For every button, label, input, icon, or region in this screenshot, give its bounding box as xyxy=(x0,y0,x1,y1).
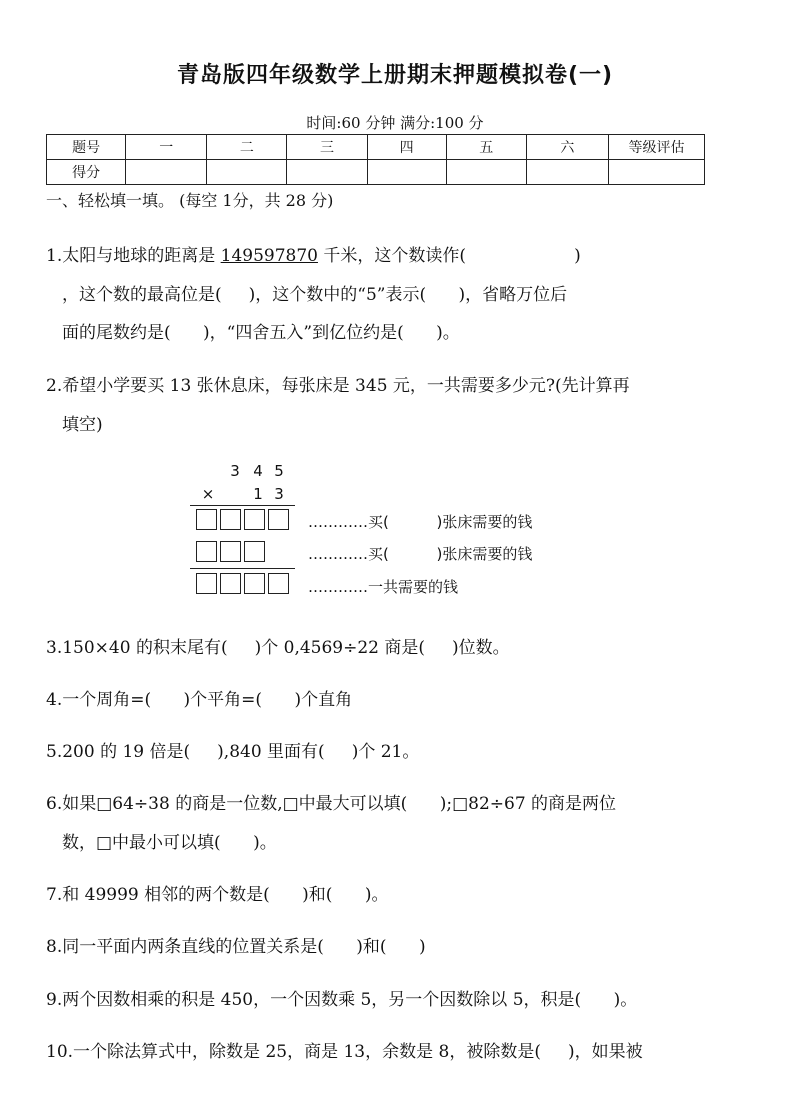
score-header-cell: 题号 xyxy=(47,135,126,160)
score-cell[interactable] xyxy=(367,160,446,185)
score-header-cell: 二 xyxy=(207,135,287,160)
page-title: 青岛版四年级数学上册期末押题模拟卷(一) xyxy=(176,63,614,88)
divider-line xyxy=(190,568,295,569)
total-note: …………一共需要的钱 xyxy=(308,578,459,596)
answer-box[interactable] xyxy=(268,573,289,594)
distance-number: 149597870 xyxy=(220,246,318,266)
question-2-line-1: 2.希望小学要买 13 张休息床，每张床是 345 元，一共需要多少元?(先计算再 xyxy=(46,376,630,396)
question-4: 4.一个周角=( )个平角=( )个直角 xyxy=(46,690,353,710)
question-1-line-3: 面的尾数约是( )，“四舍五入”到亿位约是( )。 xyxy=(62,323,460,343)
vertical-multiplication xyxy=(190,462,630,612)
answer-box[interactable] xyxy=(196,541,217,562)
score-table-score-row xyxy=(47,160,705,185)
question-3: 3.150×40 的积末尾有( )个 0,4569÷22 商是( )位数。 xyxy=(46,638,510,658)
multiplicand-digit: 5 xyxy=(274,462,284,480)
multiplier-digit: 3 xyxy=(274,485,284,503)
question-2-line-2: 填空) xyxy=(62,415,103,435)
question-1-line-1 xyxy=(46,241,581,266)
exam-info: 时间:60 分钟 满分:100 分 xyxy=(306,114,484,132)
score-header-cell: 三 xyxy=(287,135,367,160)
answer-box[interactable] xyxy=(244,573,265,594)
score-table-header-row xyxy=(47,135,705,160)
answer-box[interactable] xyxy=(220,509,241,530)
answer-box[interactable] xyxy=(220,541,241,562)
question-9: 9.两个因数相乘的积是 450，一个因数乘 5，另一个因数除以 5，积是( )。 xyxy=(46,990,638,1010)
score-cell[interactable] xyxy=(287,160,367,185)
answer-box[interactable] xyxy=(196,573,217,594)
score-header-cell: 等级评估 xyxy=(608,135,704,160)
question-7: 7.和 49999 相邻的两个数是( )和( )。 xyxy=(46,885,389,905)
times-sign: × xyxy=(201,485,215,503)
question-6-line-2: 数，□中最小可以填( )。 xyxy=(62,833,277,853)
question-6-line-1: 6.如果□64÷38 的商是一位数,□中最大可以填( );□82÷67 的商是两位 xyxy=(46,794,617,814)
question-5: 5.200 的 19 倍是( ),840 里面有( )个 21。 xyxy=(46,742,420,762)
question-8: 8.同一平面内两条直线的位置关系是( )和( ) xyxy=(46,937,426,957)
partial-product-note-1: …………买( )张床需要的钱 xyxy=(308,513,533,531)
section-heading: 一、轻松填一填。 (每空 1分，共 28 分) xyxy=(46,191,334,210)
multiplicand-digit: 4 xyxy=(253,462,263,480)
score-cell[interactable] xyxy=(446,160,526,185)
score-header-cell: 四 xyxy=(367,135,446,160)
score-cell[interactable] xyxy=(608,160,704,185)
answer-box[interactable] xyxy=(244,509,265,530)
partial-product-note-2: …………买( )张床需要的钱 xyxy=(308,545,533,563)
question-1-line-2: ，这个数的最高位是( )，这个数中的“5”表示( )，省略万位后 xyxy=(62,285,568,305)
question-1-rest: 千米，这个数读作( ) xyxy=(317,246,581,266)
answer-box[interactable] xyxy=(244,541,265,562)
divider-line xyxy=(190,505,295,506)
answer-box[interactable] xyxy=(220,573,241,594)
score-cell[interactable] xyxy=(126,160,207,185)
answer-box[interactable] xyxy=(196,509,217,530)
multiplier-digit: 1 xyxy=(253,485,263,503)
score-header-cell: 六 xyxy=(526,135,608,160)
score-header-cell: 一 xyxy=(126,135,207,160)
score-row-label: 得分 xyxy=(47,160,126,185)
score-cell[interactable] xyxy=(207,160,287,185)
answer-box[interactable] xyxy=(268,509,289,530)
question-10: 10.一个除法算式中，除数是 25，商是 13，余数是 8，被除数是( )，如果被 xyxy=(46,1042,643,1062)
score-header-cell: 五 xyxy=(446,135,526,160)
multiplicand-digit: 3 xyxy=(230,462,240,480)
score-table xyxy=(46,134,705,185)
question-1-prefix: 1.太阳与地球的距离是 xyxy=(46,246,221,266)
score-cell[interactable] xyxy=(526,160,608,185)
